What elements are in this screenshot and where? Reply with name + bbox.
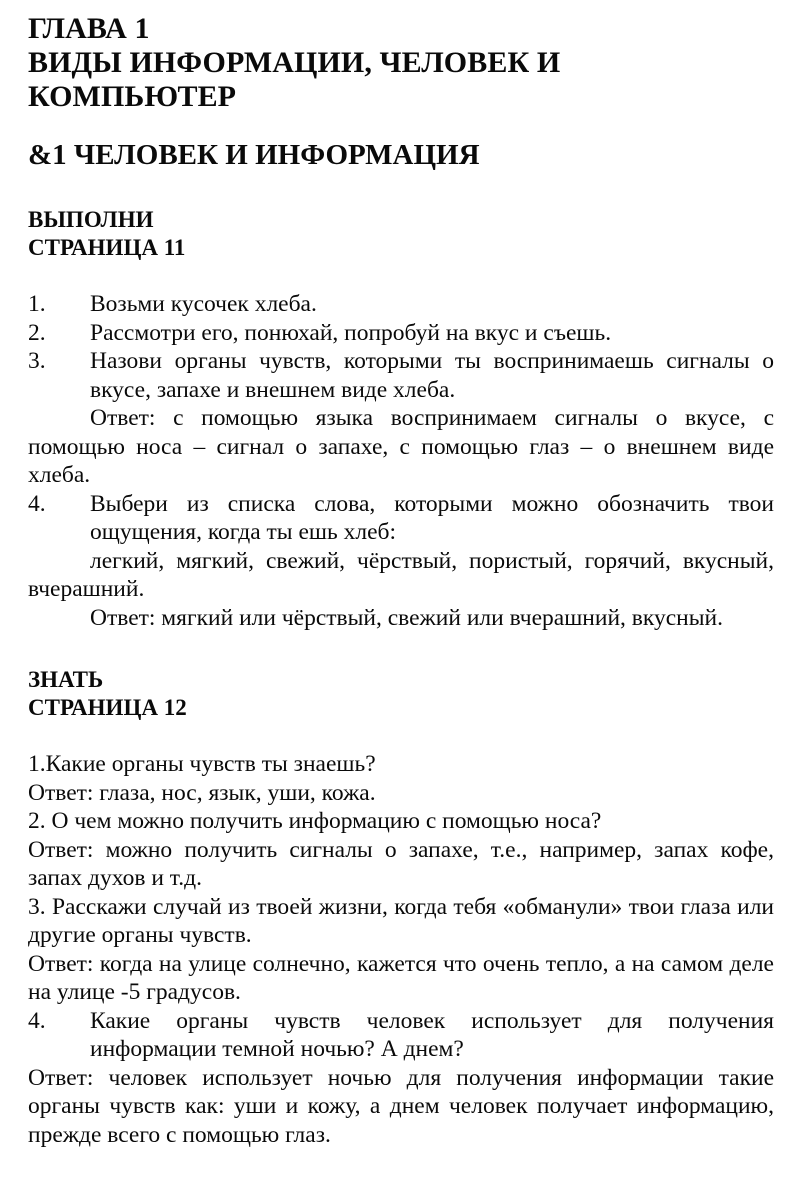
answer-paragraph: Ответ: мягкий или чёрствый, свежий или вчерашний, вкусный. bbox=[90, 604, 723, 631]
answer-paragraph: Ответ: с помощью языка воспринимаем сигналы о вкусе, с помощью носа – сигнал о запахе, с помощью глаз – о внешнем виде хлеба. bbox=[28, 405, 774, 488]
list-item-text: Возьми кусочек хлеба. bbox=[90, 291, 317, 317]
word-options-paragraph: легкий, мягкий, свежий, чёрствый, пористый, горячий, вкусный, вчерашний. bbox=[28, 547, 774, 602]
list-item bbox=[28, 490, 774, 547]
block-label-line-1: ЗНАТЬ bbox=[28, 667, 104, 692]
list-item-number: 1. bbox=[28, 291, 46, 317]
question-paragraph: 1.Какие органы чувств ты знаешь? bbox=[28, 751, 376, 777]
list-item-text: Какие органы чувств человек использует для получения информации темной ночью? А днем? bbox=[90, 1007, 774, 1062]
question-paragraph bbox=[28, 1007, 774, 1064]
block-label-line-2: СТРАНИЦА 12 bbox=[28, 695, 187, 720]
question-paragraph: 3. Расскажи случай из твоей жизни, когда тебя «обманули» твои глаза или другие органы чувств. bbox=[28, 893, 774, 948]
block-label-line-2: СТРАНИЦА 11 bbox=[28, 235, 186, 260]
list-item-number: 4. bbox=[28, 490, 46, 517]
block-label-znat bbox=[28, 666, 774, 722]
list-item-number: 3. bbox=[28, 348, 46, 374]
answer-paragraph: Ответ: когда на улице солнечно, кажется что очень тепло, а на самом деле на улице -5 градусов. bbox=[28, 950, 774, 1005]
list-item-text: Назови органы чувств, которыми ты воспринимаешь сигналы о вкусе, запахе и внешнем виде хлеба. bbox=[90, 348, 774, 403]
list-item-number: 2. bbox=[28, 319, 46, 346]
chapter-name-line-2: КОМПЬЮТЕР bbox=[28, 80, 237, 113]
question-list-page-12 bbox=[28, 750, 774, 1149]
answer-paragraph: Ответ: человек использует ночью для получения информации такие органы чувств как: уши и кожу, а днем человек получает информацию, прежде всего с помощью глаз. bbox=[28, 1064, 774, 1148]
list-item-number: 4. bbox=[28, 1007, 46, 1034]
answer-paragraph: Ответ: можно получить сигналы о запахе, т.е., например, запах кофе, запах духов и т.д. bbox=[28, 836, 774, 891]
list-item-text: Выбери из списка слова, которыми можно обозначить твои ощущения, когда ты ешь хлеб: bbox=[90, 490, 774, 545]
exercise-list-page-11 bbox=[28, 290, 774, 632]
answer-paragraph: Ответ: глаза, нос, язык, уши, кожа. bbox=[28, 779, 376, 806]
list-item-text: Рассмотри его, понюхай, попробуй на вкус и съешь. bbox=[90, 319, 612, 346]
question-paragraph: 2. О чем можно получить информацию с помощью носа? bbox=[28, 808, 602, 834]
list-item bbox=[28, 290, 774, 319]
block-label-line-1: ВЫПОЛНИ bbox=[28, 207, 154, 232]
list-item bbox=[28, 319, 774, 348]
list-item bbox=[28, 347, 774, 404]
section-title: &1 ЧЕЛОВЕК И ИНФОРМАЦИЯ bbox=[28, 139, 480, 171]
block-label-vypolni bbox=[28, 206, 774, 262]
chapter-name-line-1: ВИДЫ ИНФОРМАЦИИ, ЧЕЛОВЕК И bbox=[28, 46, 561, 79]
chapter-number-line: ГЛАВА 1 bbox=[28, 12, 150, 45]
page-title bbox=[28, 12, 774, 114]
